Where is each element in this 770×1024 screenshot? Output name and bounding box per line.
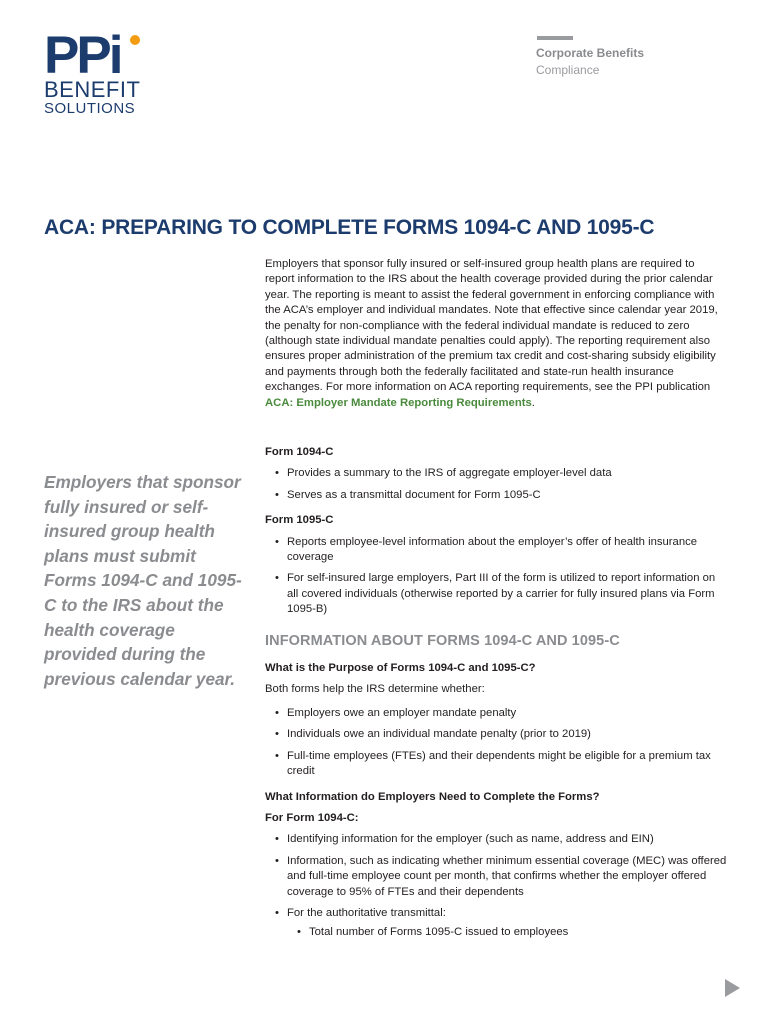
form-1094c-list bbox=[265, 466, 727, 503]
intro-paragraph bbox=[265, 257, 725, 411]
subcategory-label: Compliance bbox=[536, 63, 600, 77]
logo-benefit-text: BENEFIT bbox=[44, 77, 141, 102]
list-item: • Identifying information for the employer (such as name, address and EIN) bbox=[287, 832, 727, 847]
purpose-intro: Both forms help the IRS determine whether: bbox=[265, 683, 485, 696]
ppi-logo bbox=[44, 26, 154, 118]
aca-mandate-reporting-link[interactable]: ACA: Employer Mandate Reporting Requirements bbox=[265, 396, 532, 409]
logo-ppi-text: PPi bbox=[44, 34, 154, 80]
play-arrow-icon[interactable] bbox=[725, 979, 740, 997]
for-form-list bbox=[265, 832, 727, 940]
purpose-heading: What is the Purpose of Forms 1094-C and 1095-C? bbox=[265, 662, 536, 675]
list-item: • Information, such as indicating whether minimum essential coverage (MEC) was offered and full-time employee count per month, that confirms whether the employer offered coverage to 95% of FTEs and their dependents bbox=[287, 854, 727, 900]
intro-tail: . bbox=[531, 396, 535, 409]
pull-quote: Employers that sponsor fully insured or self-insured group health plans must submit Forms 1094-C and 1095-C to the IRS about the health coverage provided during the previous calendar year. bbox=[44, 472, 242, 689]
needs-heading: What Information do Employers Need to Complete the Forms? bbox=[265, 790, 600, 803]
nested-list bbox=[287, 925, 727, 940]
form-1095c-heading: Form 1095-C bbox=[265, 514, 334, 527]
form-1095c-list bbox=[265, 535, 727, 618]
nested-list-item: • Total number of Forms 1095-C issued to employees bbox=[309, 925, 727, 940]
intro-text: Employers that sponsor fully insured or self-insured group health plans are required to report information to the IRS about the health coverage provided during the prior calendar year. The reporting is meant to assist the federal government in enforcing compliance with the ACA’s employer and individual mandates. Note that effective since calendar year 2019, the penalty for non-compliance with the federal individual mandate is reduced to zero (although state individual mandate penalties could apply). The reporting requirement also ensures proper administration of the premium tax credit and cost-sharing subsidy eligibility and payments through both the federally facilitated and state-run health insurance exchanges. For more information on ACA reporting requirements, see the PPI publication bbox=[265, 258, 718, 394]
header-divider bbox=[537, 36, 573, 40]
page-title: ACA: PREPARING TO COMPLETE FORMS 1094-C AND 1095-C bbox=[44, 216, 655, 239]
form-1094c-heading: Form 1094-C bbox=[265, 446, 334, 458]
list-item: • Provides a summary to the IRS of aggregate employer-level data bbox=[287, 466, 727, 481]
for-form-1094c-heading: For Form 1094-C: bbox=[265, 811, 359, 824]
list-item: • Full-time employees (FTEs) and their dependents might be eligible for a premium tax credit bbox=[287, 749, 727, 780]
category-label: Corporate Benefits bbox=[536, 46, 645, 60]
info-section-title: INFORMATION ABOUT FORMS 1094-C AND 1095-C bbox=[265, 632, 620, 649]
list-item: • Serves as a transmittal document for Form 1095-C bbox=[287, 488, 727, 503]
list-item: • Reports employee-level information about the employer’s offer of health insurance coverage bbox=[287, 535, 727, 566]
list-item: • Individuals owe an individual mandate penalty (prior to 2019) bbox=[287, 727, 727, 742]
list-item-text: For the authoritative transmittal: bbox=[287, 906, 446, 919]
list-item bbox=[287, 906, 727, 941]
list-item: • For self-insured large employers, Part III of the form is utilized to report information on all covered individuals (otherwise reported by a carrier for fully insured plans via Form 1095-B) bbox=[287, 571, 727, 617]
list-item: • Employers owe an employer mandate penalty bbox=[287, 706, 727, 721]
logo-accent-dot-icon bbox=[130, 35, 140, 45]
main-content bbox=[265, 445, 727, 951]
purpose-list bbox=[265, 706, 727, 780]
logo-solutions-text: SOLUTIONS bbox=[44, 100, 136, 117]
